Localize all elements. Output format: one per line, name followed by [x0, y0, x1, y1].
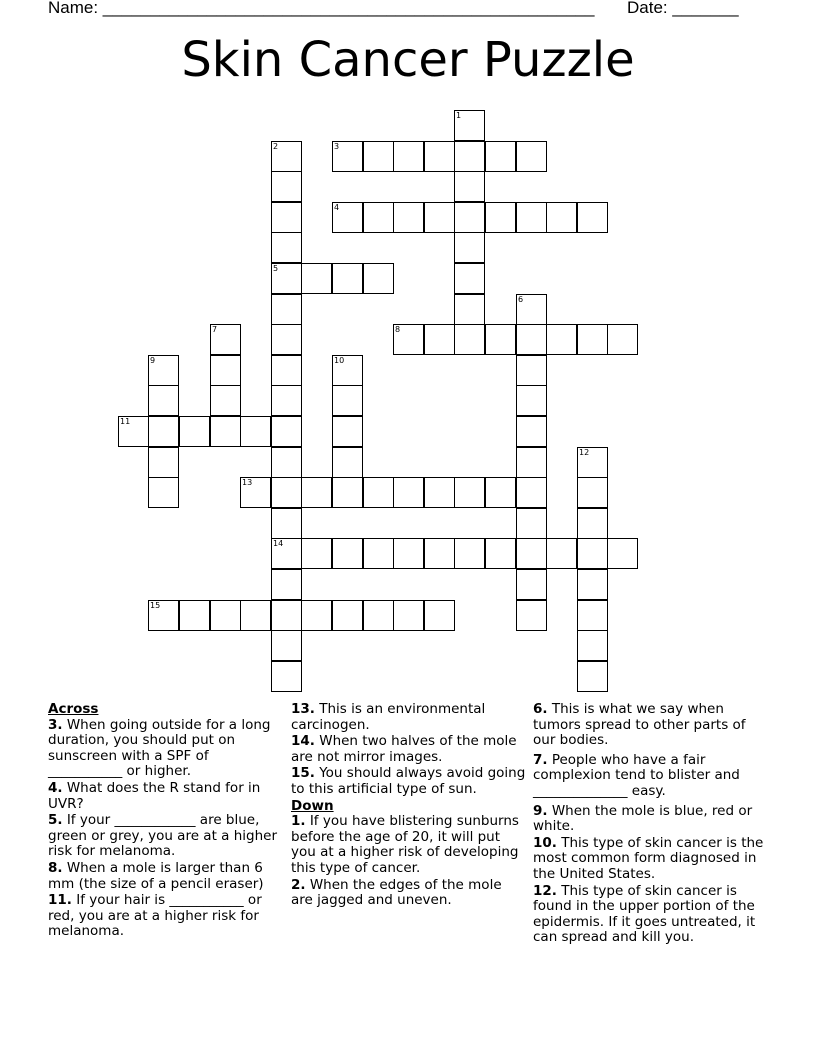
clue-across-13	[291, 702, 526, 733]
grid-cell[interactable]	[363, 538, 394, 569]
clue-number: 2.	[291, 876, 306, 893]
clue-text: This is what we say when tumors spread to other parts of our bodies.	[533, 701, 746, 749]
grid-cell[interactable]	[485, 141, 516, 172]
clue-text: This type of skin cancer is the most common form diagnosed in the United States.	[533, 834, 764, 882]
grid-cell[interactable]	[424, 600, 455, 631]
clue-number-label: 9	[150, 356, 156, 365]
grid-cell[interactable]	[301, 477, 332, 508]
clue-text: This type of skin cancer is found in the upper portion of the epidermis. If it goes untreated, it can spread and kill you.	[533, 882, 756, 946]
clue-text: If your hair is ___________ or red, you are at a higher risk for melanoma.	[48, 892, 262, 940]
grid-cell[interactable]	[577, 569, 608, 600]
clues-column-3	[533, 702, 769, 947]
clue-across-14	[291, 734, 526, 765]
clue-across-4	[48, 781, 283, 812]
grid-cell[interactable]	[363, 141, 394, 172]
grid-cell[interactable]	[271, 202, 302, 233]
grid-cell[interactable]	[271, 630, 302, 661]
grid-cell[interactable]	[363, 600, 394, 631]
clue-number: 15.	[291, 765, 315, 782]
grid-cell[interactable]	[546, 324, 577, 355]
grid-cell[interactable]	[240, 600, 271, 631]
down-heading: Down	[291, 797, 334, 814]
grid-cell[interactable]	[424, 141, 455, 172]
grid-cell[interactable]	[485, 477, 516, 508]
grid-cell[interactable]	[332, 355, 363, 386]
grid-cell[interactable]	[271, 416, 302, 447]
clue-number-label: 12	[579, 448, 590, 457]
grid-cell[interactable]	[454, 202, 485, 233]
clue-number-label: 13	[242, 478, 253, 487]
clue-number: 11.	[48, 892, 72, 909]
grid-cell[interactable]	[148, 600, 179, 631]
clue-down-1	[291, 814, 526, 876]
grid-cell[interactable]	[516, 385, 547, 416]
grid-cell[interactable]	[516, 324, 547, 355]
grid-cell[interactable]	[424, 202, 455, 233]
grid-cell[interactable]	[516, 538, 547, 569]
grid-cell[interactable]	[454, 477, 485, 508]
grid-cell[interactable]	[516, 447, 547, 478]
grid-cell[interactable]	[516, 600, 547, 631]
grid-cell[interactable]	[271, 447, 302, 478]
grid-cell[interactable]	[271, 477, 302, 508]
grid-cell[interactable]	[301, 538, 332, 569]
grid-cell[interactable]	[577, 538, 608, 569]
grid-cell[interactable]	[118, 416, 149, 447]
clue-number-label: 11	[120, 417, 131, 426]
clue-text: If your ____________ are blue, green or grey, you are at a higher risk for melanoma.	[48, 812, 278, 860]
clue-down-6	[533, 702, 769, 749]
clue-number: 13.	[291, 701, 315, 717]
clue-text: When going outside for a long duration, you should put on sunscreen with a SPF of ___________ or higher.	[48, 716, 271, 780]
clue-number: 9.	[533, 802, 548, 819]
grid-cell[interactable]	[148, 447, 179, 478]
grid-cell[interactable]	[424, 477, 455, 508]
grid-cell[interactable]	[577, 661, 608, 692]
grid-cell[interactable]	[301, 263, 332, 294]
clue-text: What does the R stand for in UVR?	[48, 779, 261, 812]
grid-cell[interactable]	[240, 477, 271, 508]
clue-number: 3.	[48, 716, 63, 733]
clues-column-1	[48, 702, 283, 941]
grid-cell[interactable]	[454, 110, 485, 141]
grid-cell[interactable]	[363, 202, 394, 233]
grid-cell[interactable]	[516, 202, 547, 233]
clue-number-label: 7	[212, 325, 218, 334]
clue-text: You should always avoid going to this artificial type of sun.	[291, 765, 526, 797]
clue-across-11	[48, 893, 283, 940]
clue-number: 5.	[48, 812, 63, 829]
clue-text: If you have blistering sunburns before the age of 20, it will put you at a higher risk of developing this type of cancer.	[291, 813, 519, 876]
grid-cell[interactable]	[271, 538, 302, 569]
grid-cell[interactable]	[179, 600, 210, 631]
clue-down-2	[291, 878, 526, 909]
clue-number-label: 15	[150, 601, 161, 610]
clue-number-label: 8	[395, 325, 401, 334]
grid-cell[interactable]	[301, 600, 332, 631]
clue-text: When the mole is blue, red or white.	[533, 802, 753, 835]
grid-cell[interactable]	[393, 538, 424, 569]
clues-column-2	[291, 702, 526, 910]
clue-across-15	[291, 766, 526, 797]
clue-down-9	[533, 804, 769, 835]
clue-across-3	[48, 718, 283, 780]
grid-cell[interactable]	[271, 661, 302, 692]
clue-across-8	[48, 861, 283, 892]
date-field-label: Date: _______	[627, 0, 739, 17]
clue-down-12	[533, 884, 769, 946]
grid-cell[interactable]	[577, 600, 608, 631]
grid-cell[interactable]	[454, 171, 485, 202]
grid-cell[interactable]	[210, 385, 241, 416]
grid-cell[interactable]	[577, 508, 608, 539]
grid-cell[interactable]	[577, 630, 608, 661]
grid-cell[interactable]	[332, 385, 363, 416]
grid-cell[interactable]	[454, 538, 485, 569]
grid-cell[interactable]	[148, 477, 179, 508]
grid-cell[interactable]	[393, 324, 424, 355]
grid-cell[interactable]	[210, 600, 241, 631]
clue-number-label: 3	[334, 142, 340, 151]
grid-cell[interactable]	[179, 416, 210, 447]
clue-text: This is an environmental carcinogen.	[291, 701, 486, 733]
clue-text: When a mole is larger than 6 mm (the size of a pencil eraser)	[48, 859, 264, 892]
grid-cell[interactable]	[577, 477, 608, 508]
grid-cell[interactable]	[148, 416, 179, 447]
grid-cell[interactable]	[332, 538, 363, 569]
page-title: Skin Cancer Puzzle	[181, 32, 635, 88]
grid-cell[interactable]	[240, 416, 271, 447]
clue-number-label: 14	[273, 539, 284, 548]
grid-cell[interactable]	[516, 477, 547, 508]
grid-cell[interactable]	[332, 416, 363, 447]
grid-cell[interactable]	[271, 600, 302, 631]
clue-number: 1.	[291, 813, 306, 830]
grid-cell[interactable]	[607, 538, 638, 569]
grid-cell[interactable]	[210, 355, 241, 386]
grid-cell[interactable]	[485, 538, 516, 569]
clue-number-label: 1	[456, 111, 462, 120]
clue-number: 8.	[48, 859, 63, 876]
grid-cell[interactable]	[271, 232, 302, 263]
grid-cell[interactable]	[210, 324, 241, 355]
grid-cell[interactable]	[148, 355, 179, 386]
clue-number: 12.	[533, 882, 557, 899]
grid-cell[interactable]	[454, 294, 485, 325]
grid-cell[interactable]	[424, 324, 455, 355]
grid-cell[interactable]	[271, 508, 302, 539]
grid-cell[interactable]	[271, 141, 302, 172]
grid-cell[interactable]	[424, 538, 455, 569]
grid-cell[interactable]	[516, 294, 547, 325]
grid-cell[interactable]	[271, 385, 302, 416]
grid-cell[interactable]	[363, 477, 394, 508]
grid-cell[interactable]	[454, 141, 485, 172]
clue-number: 4.	[48, 779, 63, 796]
grid-cell[interactable]	[271, 355, 302, 386]
grid-cell[interactable]	[516, 141, 547, 172]
grid-cell[interactable]	[516, 355, 547, 386]
grid-cell[interactable]	[485, 202, 516, 233]
grid-cell[interactable]	[271, 324, 302, 355]
clue-text: People who have a fair complexion tend to blister and ______________ easy.	[533, 751, 740, 799]
clue-number-label: 5	[273, 264, 279, 273]
grid-cell[interactable]	[577, 324, 608, 355]
grid-cell[interactable]	[577, 202, 608, 233]
clue-number-label: 4	[334, 203, 340, 212]
clue-number: 14.	[291, 733, 315, 750]
grid-cell[interactable]	[332, 447, 363, 478]
grid-cell[interactable]	[271, 263, 302, 294]
clue-text: When two halves of the mole are not mirror images.	[291, 733, 517, 765]
grid-cell[interactable]	[332, 263, 363, 294]
grid-cell[interactable]	[393, 477, 424, 508]
grid-cell[interactable]	[577, 447, 608, 478]
grid-cell[interactable]	[271, 569, 302, 600]
grid-cell[interactable]	[516, 569, 547, 600]
across-heading: Across	[48, 701, 99, 717]
grid-cell[interactable]	[546, 538, 577, 569]
grid-cell[interactable]	[546, 202, 577, 233]
grid-cell[interactable]	[516, 416, 547, 447]
grid-cell[interactable]	[148, 385, 179, 416]
clue-down-7	[533, 753, 769, 800]
clue-number-label: 6	[518, 295, 524, 304]
grid-cell[interactable]	[332, 141, 363, 172]
grid-cell[interactable]	[607, 324, 638, 355]
grid-cell[interactable]	[332, 600, 363, 631]
grid-cell[interactable]	[393, 202, 424, 233]
grid-cell[interactable]	[454, 263, 485, 294]
clue-number-label: 10	[334, 356, 345, 365]
name-field-label: Name: ____________________________________________________	[48, 0, 595, 17]
grid-cell[interactable]	[393, 141, 424, 172]
grid-cell[interactable]	[332, 202, 363, 233]
grid-cell[interactable]	[485, 324, 516, 355]
clue-number: 7.	[533, 751, 548, 768]
grid-cell[interactable]	[271, 294, 302, 325]
clue-text: When the edges of the mole are jagged and uneven.	[291, 876, 502, 909]
grid-cell[interactable]	[454, 324, 485, 355]
grid-cell[interactable]	[516, 508, 547, 539]
clue-number: 6.	[533, 701, 548, 717]
grid-cell[interactable]	[210, 416, 241, 447]
grid-cell[interactable]	[271, 171, 302, 202]
grid-cell[interactable]	[332, 477, 363, 508]
grid-cell[interactable]	[363, 263, 394, 294]
grid-cell[interactable]	[454, 232, 485, 263]
clue-number: 10.	[533, 834, 557, 851]
clue-down-10	[533, 836, 769, 883]
grid-cell[interactable]	[393, 600, 424, 631]
clue-across-5	[48, 813, 283, 860]
clue-number-label: 2	[273, 142, 279, 151]
